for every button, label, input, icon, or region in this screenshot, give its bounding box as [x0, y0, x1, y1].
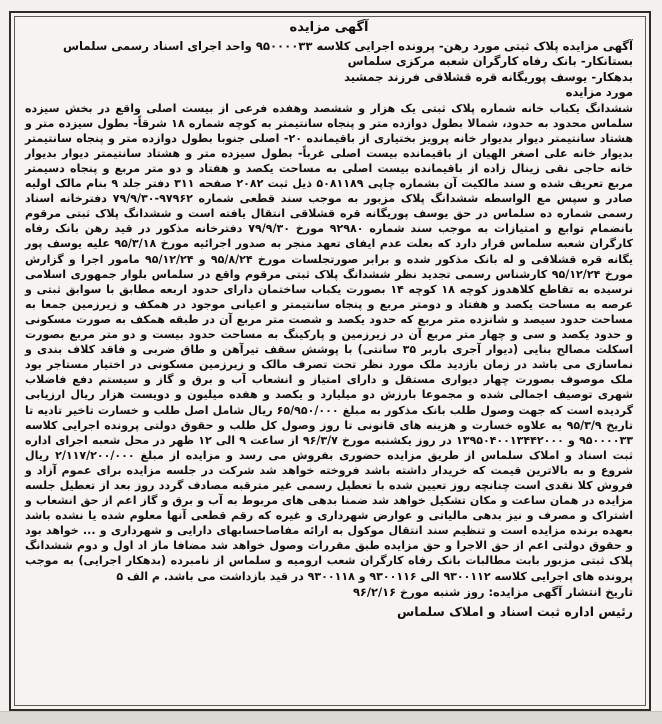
subject-heading: مورد مزایده	[565, 85, 633, 100]
notice-title: آگهی مزایده	[289, 20, 369, 35]
debtor-line: بدهکار- یوسف پوریگانه قره قشلاقی فرزند جمشید	[344, 69, 633, 84]
notice-frame	[9, 11, 651, 711]
notice-body: ششدانگ یکباب خانه شماره پلاک ثبتی یک هزار و ششصد وهفده فرعی از بیست اصلی واقع در بخش سیزده سلماس محدود به حدود، شمالا بطول دوازده متر و پنجاه سانتیمتر به کوچه شماره ۱۸ شرقاً- بطول سیزده متر و هشتاد سانتیمتر دیوار بدیوار خانه پرویز بختیاری از باقیمانده ۲۰- اصلی جنوبا بطول دوازده متر و پنجاه سانتیمتر بدیوار خانه علی اصغر الهیان از باقیمانده بیست اصلی غرباً- بطول سیزده متر و هشتاد سانتیمتر دیوار بدیوار خانه حاجی نقی زینال زاده از باقیمانده بیست اصلی به مساحت یکصد و هفتاد و دو متر مربع و پنجاه دسیمتر مربع تعریف شده و سند مالکیت آن بشماره چاپی ۵۰۸۱۱۸۹ ذیل ثبت ۲۰۸۲ صفحه ۳۱۱ دفتر جلد ۹ بنام مالک اولیه صادر و سپس مع الواسطه ششدانگ پلاک مزبور به موجب سند قطعی شماره ۹۷۹۶۲-۷۹/۹/۳۰ دفترخانه اسناد رسمی شماره ده سلماس در حق یوسف پوریگانه قره قشلاقی انتقال یافته است و ششدانگ پلاک ثبتی مرقوم بانضمام توابع و امتیازات به موجب سند شماره ۹۲۹۸۰ مورخ ۷۹/۹/۳۰ دفترخانه مذکور در قید رهن بانک رفاه کارگران شعبه سلماس قرار دارد که بعلت عدم ایفای تعهد منجر به صدور اجرائیه مورخ ۹۵/۳/۱۸ علیه یوسف پور یگانه قره قشلاقی و له بانک مذکور شده و برابر صورتجلسات مورخ ۹۵/۸/۲۴ و ۹۵/۱۲/۲۴ مامور اجرا و گزارش مورخ ۹۵/۱۲/۲۴ کارشناس رسمی تجدید نظر ششدانگ پلاک ثبتی مرقوم واقع در سلماس بلوار جمهوری اسلامی نرسیده به تقاطع کلاهدوز کوچه ۱۸ کوچه ۱۴ بصورت یکباب ساختمان دارای حدود اربعه مطابق با سوابق ثبتی و عرصه به مساحت یکصد و هفتاد و دومتر مربع و پنجاه سانتیمتر و اعیانی موجود در همکف و زیرزمین جمعا به مساحت حدود سیصد و شانزده متر مربع که حدود یکصد و شصت متر مربع آن در طبقه همکف به صورت مسکونی و حدود یکصد و سی و چهار متر مربع آن در زیرزمین و پارکینگ به مساحت حدود بیست و دو متر مربع بصورت اسکلت مصالح بنایی (دیوار آجری باربر ۳۵ سانتی) با پوشش سقف تیرآهن و طاق ضربی و فاقد کلاف بندی و نماسازی می باشد در زمان بازدید ملک مورد نظر تحت تصرف مالک و زیرزمین مسکونی در اختیار مستاجر بود ملک موصوف بصورت چهار دیواری مستقل و دارای امتیاز و انشعاب آب و برق و گاز و سیستم دفع فاضلاب شهری توصیف اجمالی شده و مجموعا بارزش دو میلیارد و یکصد و هفده میلیون و دویست هزار ریال ارزیابی گردیده است که جهت وصول طلب بانک مذکور به مبلغ ۶۵/۹۵۰/۰۰۰ ریال شامل اصل طلب و خسارت تاخیر تادیه تا تاریخ ۹۵/۳/۹ به علاوه خسارت و هزینه های قانونی تا روز وصول کل طلب و حقوق دولتی پرونده اجرایی کلاسه ۹۵۰۰۰۰۳۳ و ۱۳۹۵۰۴۰۰۱۳۴۴۲۰۰۰ در روز یکشنبه مورخ ۹۶/۳/۷ از ساعت ۹ الی ۱۲ ظهر در محل شعبه اجرای اداره ثبت اسناد و املاک سلماس از طریق مزایده حضوری بفروش می رسد و مزایده از مبلغ ۲/۱۱۷/۲۰۰/۰۰۰ ریال شروع و به بالاترین قیمت که خریدار داشته باشد فروخته خواهد شد شرکت در جلسه مزایده برای عموم آزاد و فروش کلا نقدی است چنانچه روز تعیین شده با تعطیل رسمی غیر مترقبه مصادف گردد روز بعد از تعطیل جلسه مزایده در همان ساعت و مکان تشکیل خواهد شد ضمنا بدهی های مربوط به آب و برق و گاز اعم از حق انشعاب و اشتراک و مصرف و نیز بدهی مالیاتی و عوارض شهرداری و غیره که رقم قطعی آنها معلوم شده یا نشده باشد بعهده برنده مزایده است و تنظیم سند انتقال موکول به ارائه مفاصاحسابهای دارایی و شهرداری و ... خواهد بود و حقوق دولتی اعم از حق الاجرا و حق مزایده طبق مقررات وصول خواهد شد مضافا ماز اد اول و دوم ششدانگ پلاک ثبتی مزبور بابت مطالبات بانک رفاه کارگران شعب ارومیه و سلماس از نامبرده (بدهکار اجرایی) به موجب پرونده های اجرایی کلاسه ۹۳۰۰۱۱۲ الی ۹۳۰۰۱۱۶ و ۹۳۰۰۱۱۸ در قید بازداشت می باشد. م الف ۵	[25, 101, 634, 583]
notice-content	[25, 19, 633, 622]
creditor-line: بستانکار- بانک رفاه کارگران شعبه مرکزی سلماس	[347, 54, 633, 69]
page-edge	[0, 711, 662, 724]
publication-date: تاریخ انتشار آگهی مزایده: روز شنبه مورخ ۹۶/۲/۱۶	[352, 584, 633, 599]
signatory: رئیس اداره ثبت اسناد و املاک سلماس	[397, 603, 633, 619]
case-line: آگهی مزایده پلاک ثبتی مورد رهن- پرونده اجرایی کلاسه ۹۵۰۰۰۰۳۳ واحد اجرای اسناد رسمی سلماس	[63, 39, 633, 53]
